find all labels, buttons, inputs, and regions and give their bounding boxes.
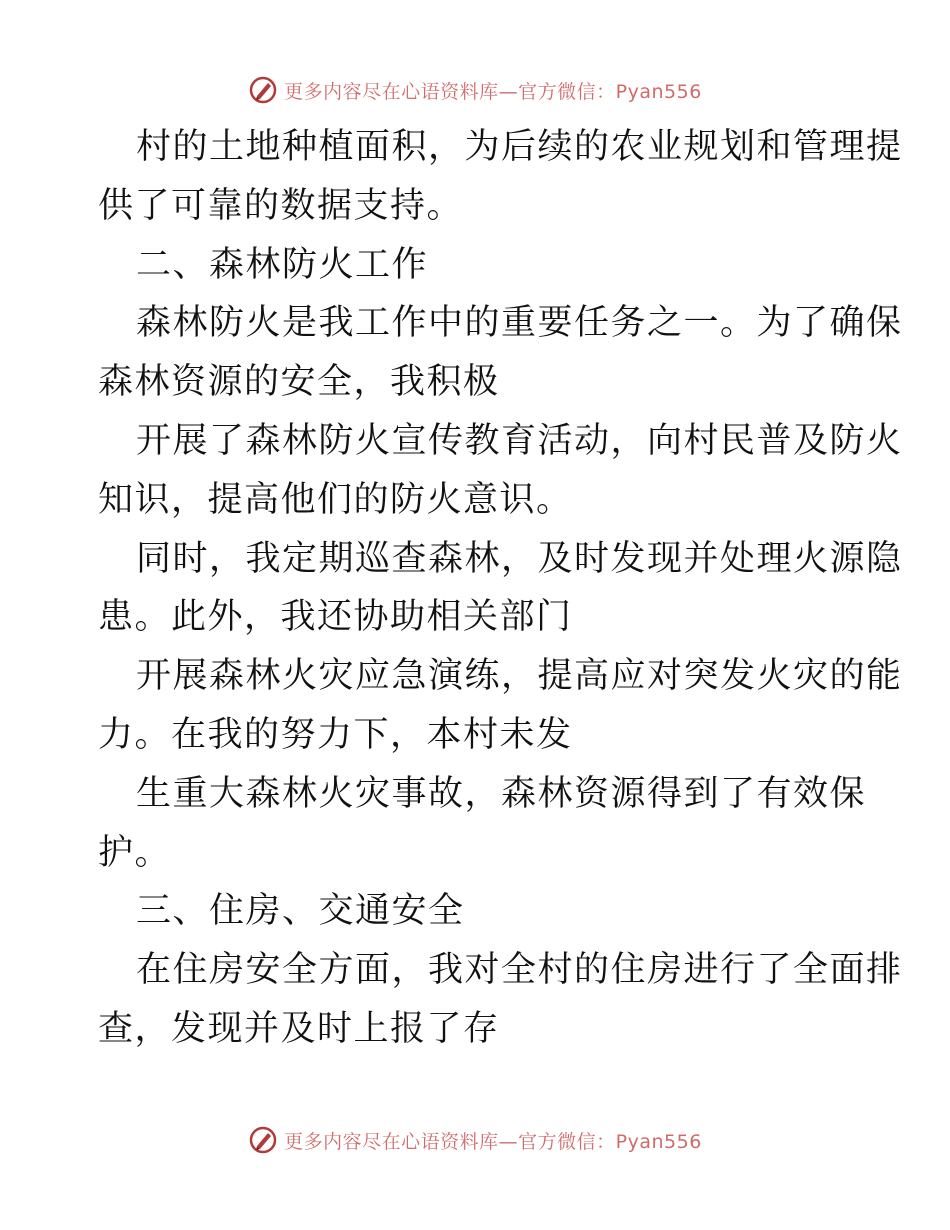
text-line: 村的土地种植面积，为后续的农业规划和管理提 xyxy=(136,127,903,167)
footer-banner xyxy=(0,1120,950,1160)
text-line: 开展了森林防火宣传教育活动，向村民普及防火 xyxy=(136,420,903,461)
text-line: 查，发现并及时上报了存 xyxy=(98,1008,500,1049)
text-line: 患。此外，我还协助相关部门 xyxy=(98,597,573,638)
text-line: 知识，提高他们的防火意识。 xyxy=(98,479,573,520)
header-banner-text: 更多内容尽在心语资料库—官方微信：Pyan556 xyxy=(284,80,702,103)
section-heading: 二、森林防火工作 xyxy=(136,244,429,285)
text-line: 生重大森林火灾事故，森林资源得到了有效保 xyxy=(136,773,867,814)
text-line: 开展森林火灾应急演练，提高应对突发火灾的能 xyxy=(136,656,903,697)
text-line: 森林资源的安全，我积极 xyxy=(98,362,500,403)
text-line: 力。在我的努力下，本村未发 xyxy=(98,714,573,755)
text-line: 护。 xyxy=(98,832,172,873)
pen-circle-icon xyxy=(248,75,278,105)
footer-banner-text: 更多内容尽在心语资料库—官方微信：Pyan556 xyxy=(284,1130,702,1153)
document-body xyxy=(98,118,903,1059)
text-line: 森林防火是我工作中的重要任务之一。为了确保 xyxy=(136,303,903,344)
text-line: 在住房安全方面，我对全村的住房进行了全面排 xyxy=(136,950,903,991)
text-line: 同时，我定期巡查森林，及时发现并处理火源隐 xyxy=(136,538,903,579)
text-line: 供了可靠的数据支持。 xyxy=(98,185,464,226)
section-heading: 三、住房、交通安全 xyxy=(136,891,465,932)
header-banner xyxy=(0,70,950,110)
pen-circle-icon xyxy=(248,1125,278,1155)
